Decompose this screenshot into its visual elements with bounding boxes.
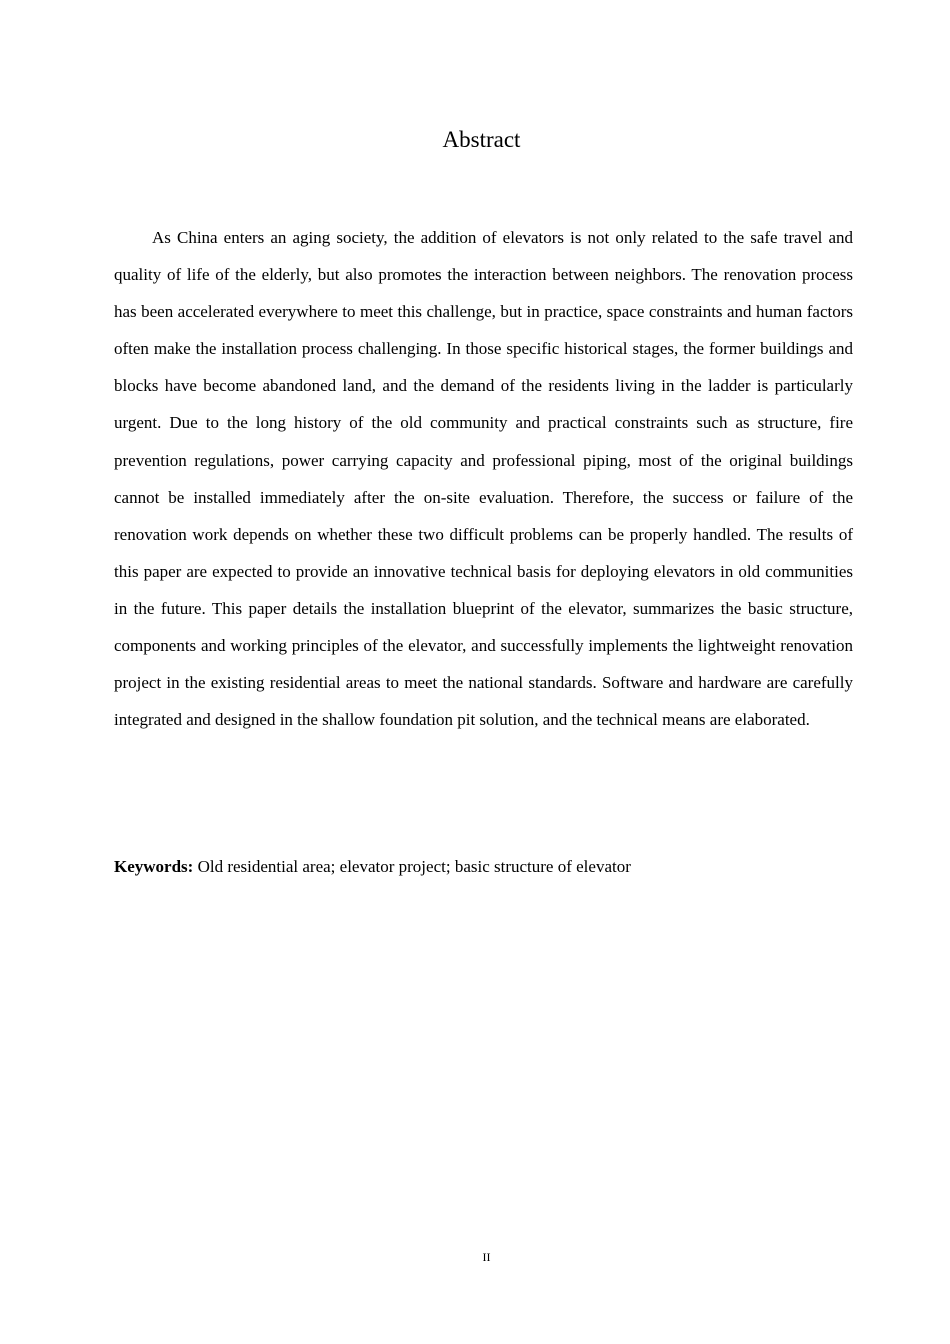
page-title: Abstract — [442, 127, 521, 152]
abstract-paragraph: As China enters an aging society, the addition of elevators is not only related to the safe travel and quality of life of the elderly, but also promotes the interaction between neighbors. The renovation process has been accelerated everywhere to meet this challenge, but in practice, space constraints and human factors often make the installation process challenging. In those specific historical stages, the former buildings and blocks have become abandoned land, and the demand of the residents living in the ladder is particularly urgent. Due to the long history of the old community and practical constraints such as structure, fire prevention regulations, power carrying capacity and professional piping, most of the original buildings cannot be installed immediately after the on-site evaluation. Therefore, the success or failure of the renovation work depends on whether these two difficult problems can be properly handled. The results of this paper are expected to provide an innovative technical basis for deploying elevators in old communities in the future. This paper details the installation blueprint of the elevator, summarizes the basic structure, components and working principles of the elevator, and successfully implements the lightweight renovation project in the existing residential areas to meet the national standards. Software and hardware are carefully integrated and designed in the shallow foundation pit solution, and the technical means are elaborated. — [114, 228, 853, 730]
page-number: II — [482, 1250, 491, 1264]
keywords-line — [114, 852, 853, 882]
keywords-text: Old residential area; elevator project; basic structure of elevator — [193, 857, 631, 876]
keywords-label: Keywords: — [114, 857, 194, 876]
